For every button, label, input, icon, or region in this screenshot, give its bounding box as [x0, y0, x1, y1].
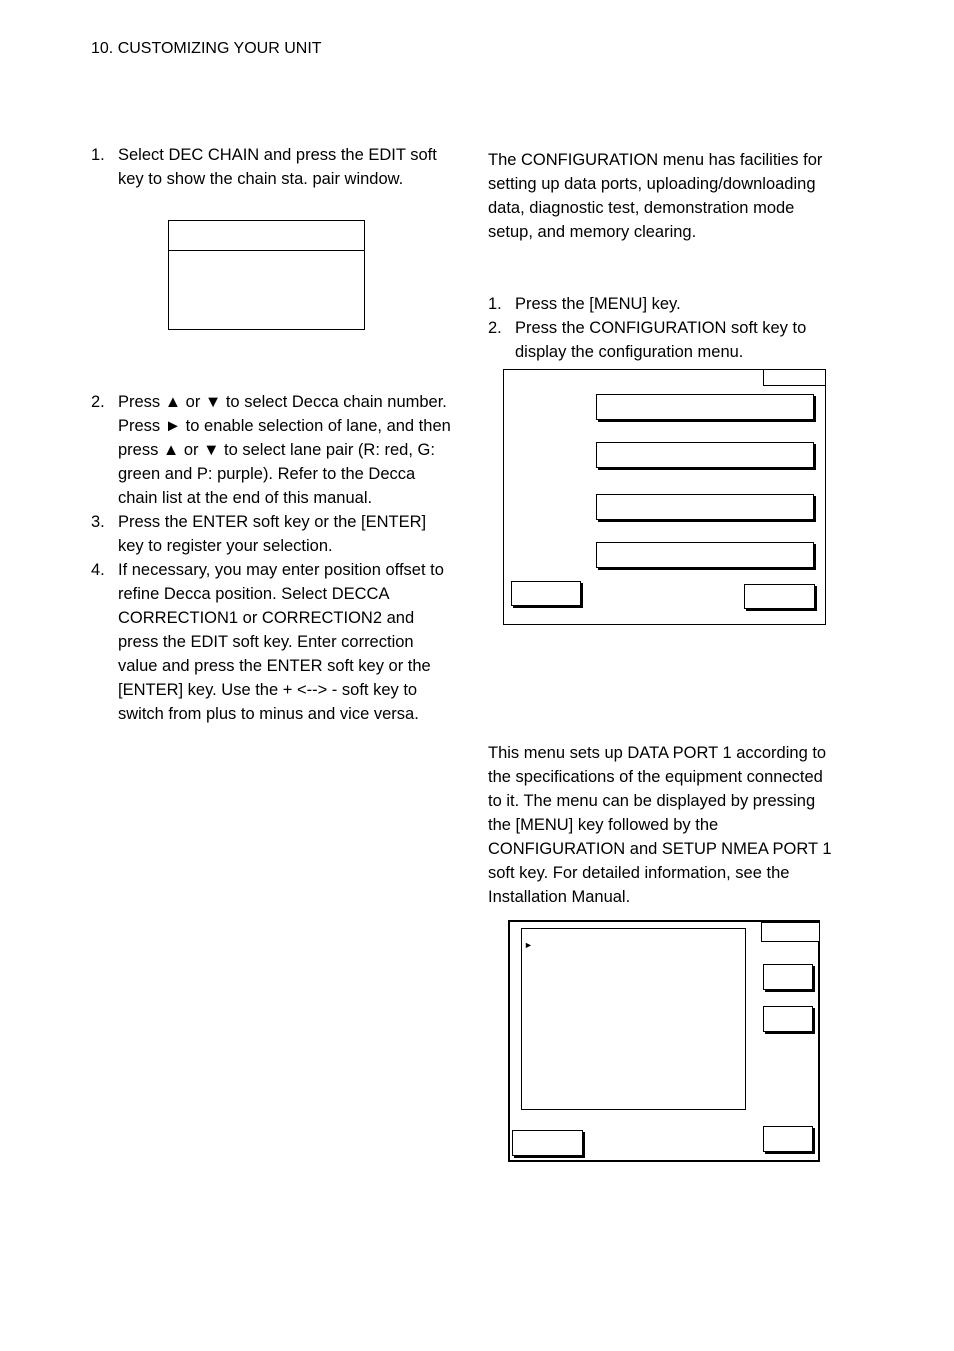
step-item	[91, 390, 451, 510]
config-menu-button-2[interactable]	[596, 442, 814, 468]
dataport-intro-text: This menu sets up DATA PORT 1 according to the specifications of the equipment connected to it. The menu can be displayed by pressing the [MENU] key followed by the CONFIGURATION and SETUP NMEA PORT 1 soft key. For detailed information, see the Installation Manual.	[488, 744, 832, 906]
step-number: 2.	[488, 319, 502, 337]
step-item	[91, 558, 451, 726]
config-intro	[488, 148, 838, 244]
step-number: 1.	[488, 295, 502, 313]
step-item	[488, 292, 838, 316]
dataport-title-tab	[761, 922, 820, 942]
config-menu-button-4[interactable]	[596, 542, 814, 568]
step-text: Select DEC CHAIN and press the EDIT soft key to show the chain sta. pair window.	[118, 146, 437, 188]
menu-title-tab	[763, 369, 826, 386]
config-steps	[488, 292, 838, 364]
dataport-intro	[488, 741, 838, 909]
step-text: Press the [MENU] key.	[515, 295, 681, 313]
config-menu-button-1[interactable]	[596, 394, 814, 420]
left-step-1	[91, 143, 441, 191]
dataport-soft-key-2[interactable]	[763, 1006, 813, 1032]
window-title-divider	[169, 250, 364, 251]
config-right-soft-key[interactable]	[744, 584, 815, 609]
configuration-menu-figure	[503, 369, 826, 625]
step-text: Press the CONFIGURATION soft key to display the configuration menu.	[515, 319, 807, 361]
step-text: Press ▲ or ▼ to select Decca chain number. Press ► to enable selection of lane, and then press ▲ or ▼ to select lane pair (R: red, G: green and P: purple). Refer to the Decca chain list at the end of this manual.	[118, 393, 451, 507]
step-item	[91, 143, 441, 191]
config-left-soft-key[interactable]	[511, 581, 581, 606]
step-number: 4.	[91, 561, 105, 579]
config-intro-text: The CONFIGURATION menu has facilities for setting up data ports, uploading/downloading data, diagnostic test, demonstration mode setup, and memory clearing.	[488, 151, 823, 241]
step-item	[91, 510, 451, 558]
step-item	[488, 316, 838, 364]
left-steps-2-4	[91, 390, 451, 726]
dataport-soft-key-1[interactable]	[763, 964, 813, 990]
dataport-right-soft-key[interactable]	[763, 1126, 813, 1152]
step-number: 1.	[91, 146, 105, 164]
data-port-settings-panel	[521, 928, 746, 1110]
step-number: 2.	[91, 393, 105, 411]
section-header: 10. CUSTOMIZING YOUR UNIT	[91, 40, 322, 57]
step-text: Press the ENTER soft key or the [ENTER] key to register your selection.	[118, 513, 427, 555]
step-number: 3.	[91, 513, 105, 531]
data-port-menu-figure	[508, 920, 820, 1162]
config-menu-button-3[interactable]	[596, 494, 814, 520]
cursor-arrow-icon: ►	[524, 940, 533, 950]
step-text: If necessary, you may enter position offset to refine Decca position. Select DECCA CORRECTION1 or CORRECTION2 and press the EDIT soft key. Enter correction value and press the ENTER soft key or the [ENTER] key. Use the + <--> - soft key to switch from plus to minus and vice versa.	[118, 561, 444, 723]
chain-sta-pair-window	[168, 220, 365, 330]
dataport-left-soft-key[interactable]	[512, 1130, 583, 1156]
